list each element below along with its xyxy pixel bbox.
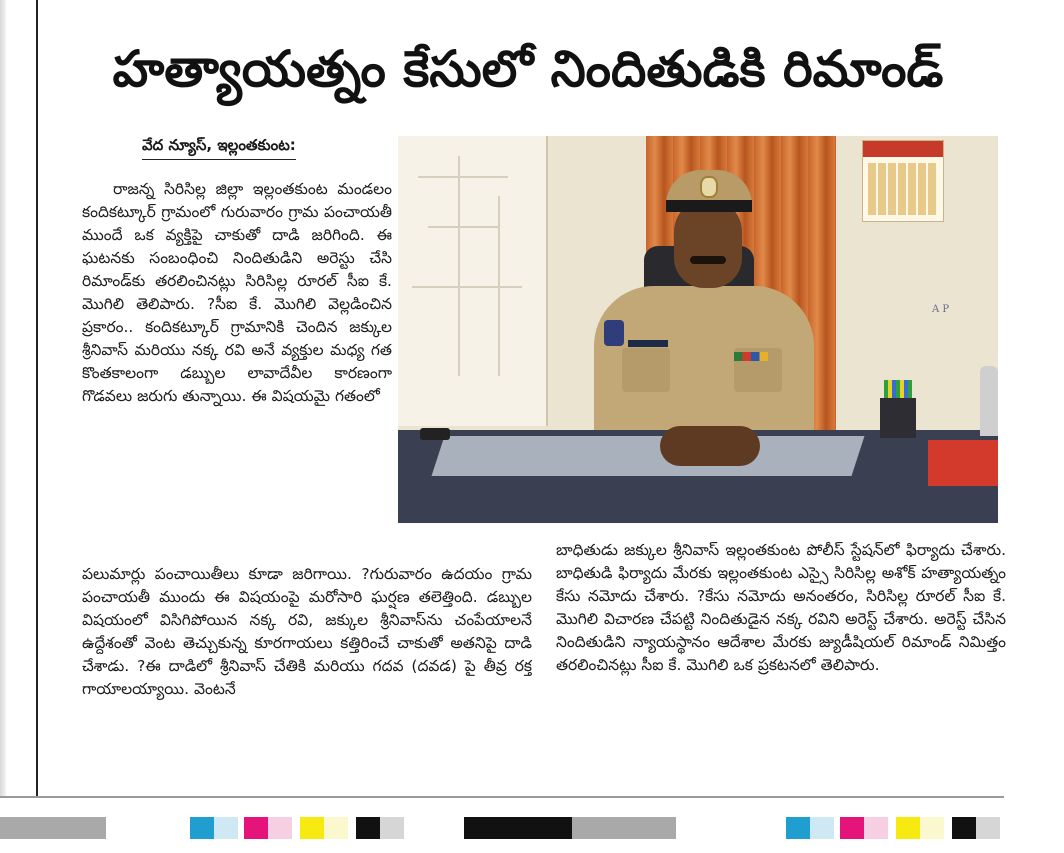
photo-shoulder-badge bbox=[604, 320, 624, 346]
photo-phone bbox=[420, 428, 450, 440]
page-gutter bbox=[0, 0, 6, 796]
photo-wall-map bbox=[398, 136, 548, 426]
registration-swatch bbox=[572, 817, 676, 839]
article-column-3: బాధితుడు జక్కుల శ్రీనివాస్ ఇల్లంతకుంట పోలీస్ స్టేషన్‌లో ఫిర్యాదు చేశారు. బాధితుడి ఫిర్యాదు మేరకు ఇల్లంతకుంట ఎస్సై సిరిసిల్ల అశోక్ హత్యాయత్నం కేసు నమోదు చేశారు. ?కేసు నమోదు అనంతరం, సిరిసిల్ల రూరల్ సీఐ కే. మొగిలి విచారణ చేపట్టి నిందితుడైన నక్క రవిని అరెస్ట్ చేశారు. అరెస్ట్ చేసిన నిందితుడిని న్యాయస్థానం ఆదేశాల మేరకు జ్యుడీషియల్ రిమాండ్ నిమిత్తం తరలించినట్లు సీఐ కే. మొగిలి ఒక ప్రకటనలో తెలిపారు. bbox=[556, 541, 1006, 674]
dateline: వేద న్యూస్, ఇల్లంతకుంట: bbox=[142, 136, 296, 160]
photo-clasped-hands bbox=[660, 426, 760, 466]
photo-desk-glass bbox=[432, 436, 865, 476]
registration-swatch bbox=[0, 817, 106, 839]
registration-swatch bbox=[268, 817, 292, 839]
column-rule bbox=[36, 0, 38, 796]
registration-swatch bbox=[324, 817, 348, 839]
photo-cap-badge bbox=[700, 176, 718, 198]
registration-swatch bbox=[896, 817, 920, 839]
registration-swatch bbox=[976, 817, 1000, 839]
photo-wall-note: A P bbox=[932, 304, 950, 315]
registration-swatch bbox=[920, 817, 944, 839]
page-footer-rule bbox=[0, 796, 1004, 798]
registration-swatch bbox=[214, 817, 238, 839]
article-column-2: పలుమార్లు పంచాయితీలు కూడా జరిగాయి. ?గురువారం ఉదయం గ్రామ పంచాయతీ ముందు ఈ విషయంపై మరోసారి ఘర్షణ తలెత్తింది. డబ్బుల విషయంలో విసిగిపోయిన నక్క రవి, జక్కుల శ్రీనివాస్‌ను చంపేయాలనే ఉద్దేశంతో వెంట తెచ్చుకున్న కూరగాయలు కత్తిరించే చాకుతో అతనిపై దాడి చేశాడు. ?ఈ దాడిలో శ్రీనివాస్ చేతికి మరియు గదవ (దవడ) పై తీవ్ర రక్త గాయాలయ్యాయి. వెంటనే bbox=[82, 565, 532, 698]
registration-swatch bbox=[244, 817, 268, 839]
photo-medal-ribbons bbox=[734, 352, 768, 361]
registration-swatch bbox=[356, 817, 380, 839]
article-photo bbox=[398, 136, 998, 523]
registration-swatch bbox=[300, 817, 324, 839]
photo-pen-holder bbox=[880, 398, 916, 438]
registration-swatch bbox=[840, 817, 864, 839]
registration-swatch bbox=[786, 817, 810, 839]
photo-red-tray bbox=[928, 440, 998, 486]
registration-swatch bbox=[464, 817, 572, 839]
registration-swatch bbox=[952, 817, 976, 839]
registration-swatch bbox=[810, 817, 834, 839]
article-column-1: రాజన్న సిరిసిల్ల జిల్లా ఇల్లంతకుంట మండలం కందికట్కూర్ గ్రామంలో గురువారం గ్రామ పంచాయతీ ముందే ఒక వ్యక్తిపై చాకుతో దాడి జరిగింది. ఈ ఘటనకు సంబంధించి నిందితుడిని అరెస్టు చేసి రిమాండ్‌కు తరలించినట్లు సిరిసిల్ల రూరల్ సీఐ కే. మొగిలి తెలిపారు. ?సీఐ కే. మొగిలి వెల్లడించిన ప్రకారం.. కందికట్కూర్ గ్రామానికి చెందిన జక్కుల శ్రీనివాస్ మరియు నక్క రవి అనే వ్యక్తుల మధ్య గత కొంతకాలంగా డబ్బుల లావాదేవీల కారణంగా గొడవలు జరుగు తున్నాయి. ఈ విషయమై గతంలో bbox=[82, 180, 392, 405]
photo-cap-band bbox=[666, 200, 752, 212]
photo-mustache bbox=[690, 256, 726, 264]
registration-swatch bbox=[380, 817, 404, 839]
registration-swatch bbox=[190, 817, 214, 839]
photo-pens bbox=[884, 380, 912, 400]
photo-pocket-left bbox=[622, 348, 670, 392]
headline: హత్యాయత్నం కేసులో నిందితుడికి రిమాండ్ bbox=[112, 40, 944, 98]
photo-wall-calendar bbox=[862, 140, 944, 222]
photo-bottle bbox=[980, 366, 998, 436]
photo-nameplate bbox=[628, 340, 668, 347]
registration-swatch bbox=[864, 817, 888, 839]
